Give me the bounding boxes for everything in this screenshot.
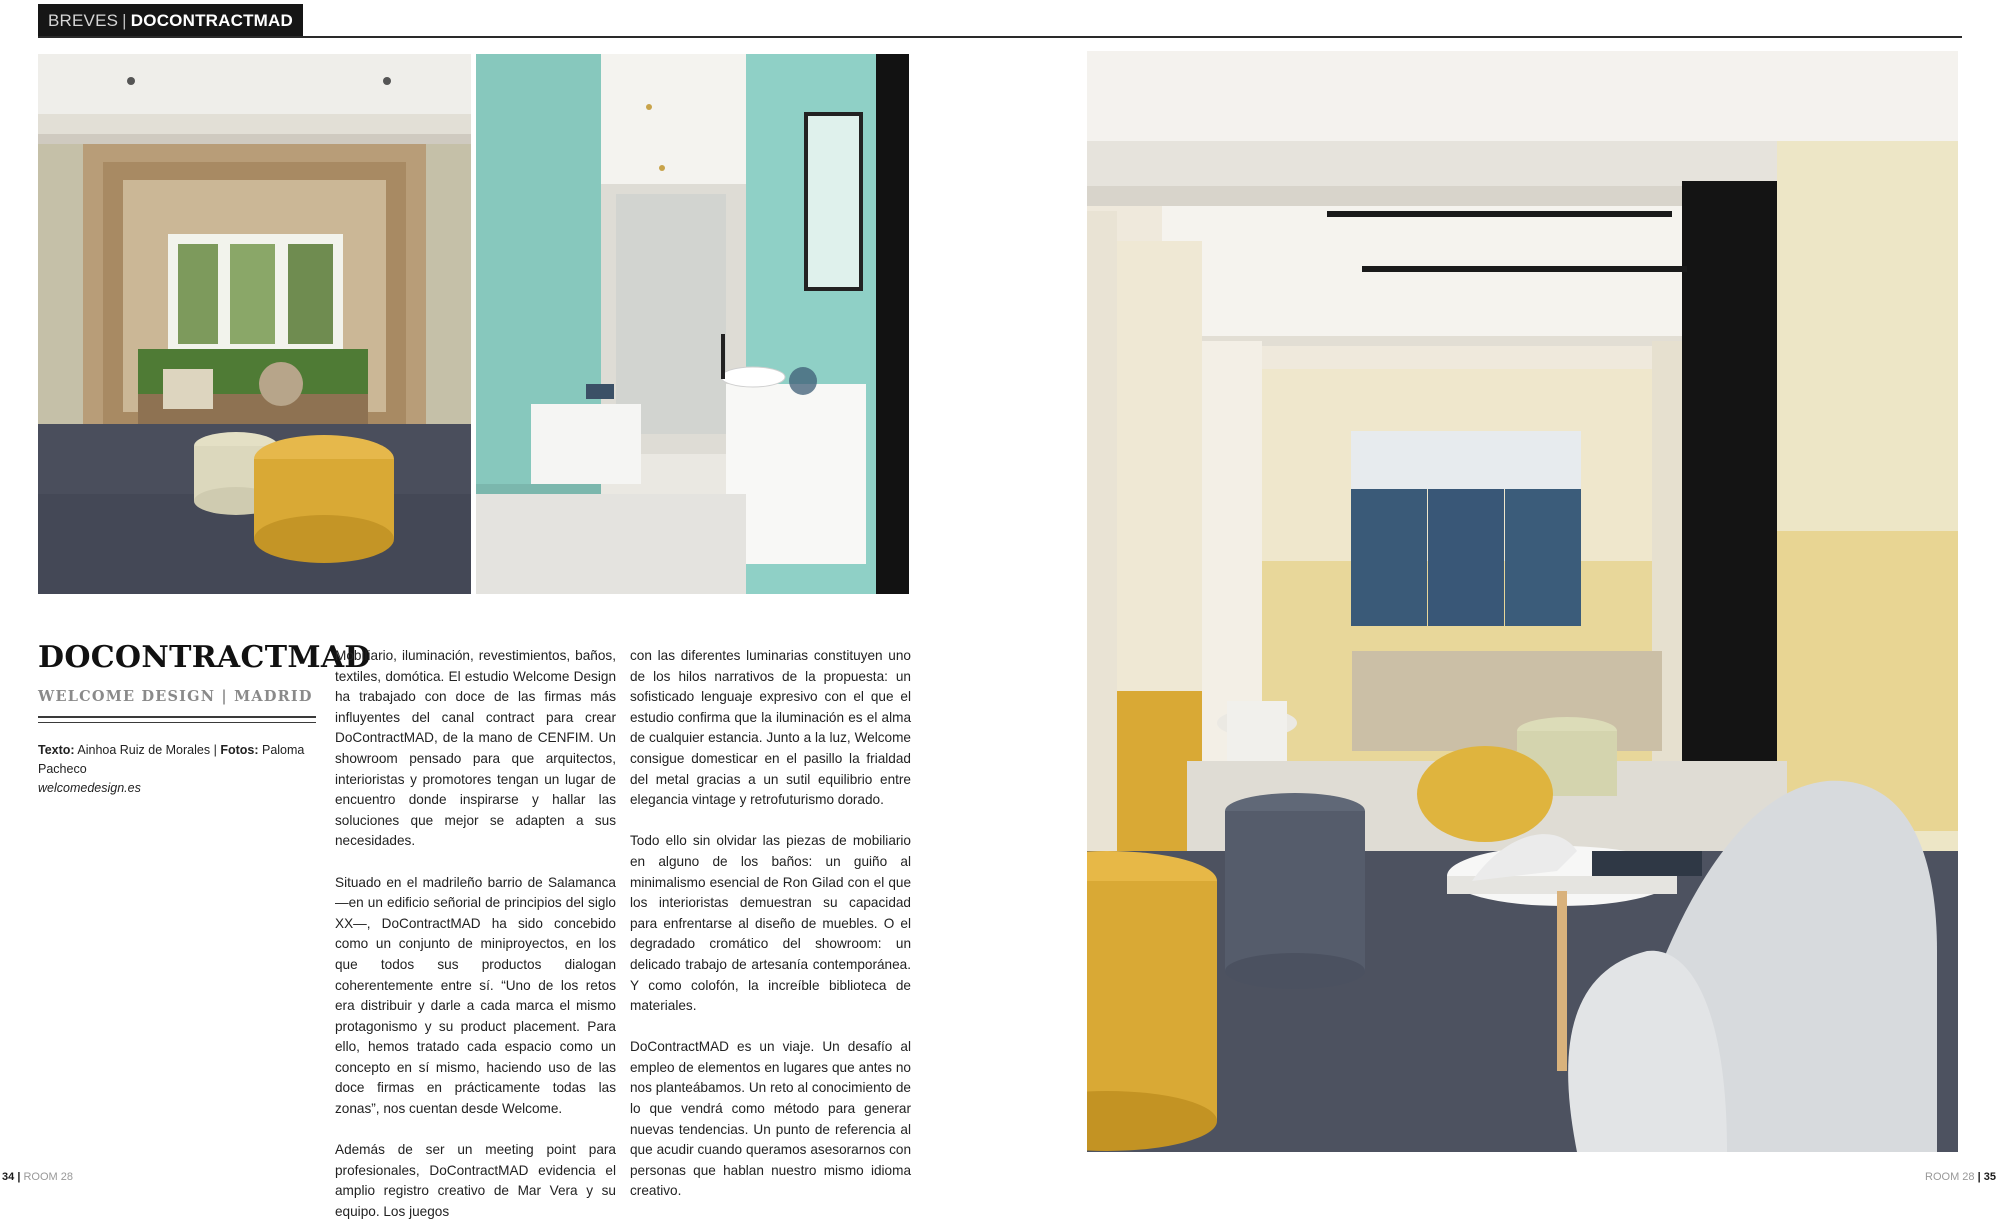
article-subhead: WELCOME DESIGN | MADRID	[38, 688, 313, 705]
section-tag	[38, 4, 303, 38]
photo-author: Paloma Pacheco	[38, 743, 305, 776]
page-number-right: 35	[1983, 1171, 1996, 1183]
section-label: BREVES	[48, 11, 119, 30]
credits-line	[38, 741, 328, 779]
folio-left	[2, 1171, 73, 1183]
photo-label: Fotos:	[220, 743, 259, 757]
lounge-photo	[38, 54, 471, 594]
folio-right	[1925, 1171, 1996, 1183]
column-2-paragraph: DoContractMAD es un viaje. Un desafío al empleo de elementos en lugares que antes no nos planteábamos. Un reto al conocimiento de lo que vendrá como método para generar nuevas tendencias. Un punto de referencia al que acudir cuando queramos asesorarnos con personas que hablan nuestro mismo idioma creativo.	[630, 1039, 911, 1199]
magazine-name-right: ROOM 28	[1925, 1171, 1975, 1183]
body-column-1	[335, 646, 616, 1223]
text-author: Ainhoa Ruiz de Morales	[77, 743, 211, 757]
body-column-2	[630, 646, 911, 1202]
magazine-name-left: ROOM 28	[23, 1171, 73, 1183]
column-1-paragraph: Situado en el madrileño barrio de Salamanca —en un edificio señorial de principios del siglo XX—, DoContractMAD ha sido concebido como un conjunto de miniproyectos, en los que todos sus productos dialogan coherentemente entre sí. “Uno de los retos era distribuir y darle a cada marca el mismo protagonismo y su product placement. Para ello, hemos tratado cada espacio como un concepto en sí mismo, haciendo uso de las doce firmas en prácticamente todas las zonas”, nos cuentan desde Welcome.	[335, 874, 616, 1117]
headline-rule	[38, 716, 316, 718]
text-label: Texto:	[38, 743, 75, 757]
headline-rule-thin	[38, 722, 316, 723]
bathroom-photo	[476, 54, 909, 594]
website-link[interactable]: welcomedesign.es	[38, 781, 141, 795]
article-headline: DOCONTRACTMAD	[38, 640, 371, 675]
column-2-paragraph: Todo ello sin olvidar las piezas de mobiliario en alguno de los baños: un guiño al minimalismo esencial de Ron Gilad con el que los interioristas demuestran su capacidad para enfrentarse al diseño de muebles. O el degradado cromático del showroom: un delicado trabajo de artesanía contemporánea. Y como colofón, la increíble biblioteca de materiales.	[630, 833, 911, 1014]
column-1-paragraph: Mobiliario, iluminación, revestimientos, baños, textiles, domótica. El estudio Welcome Design ha trabajado con doce de las firmas más influyentes del canal contract para crear DoContractMAD, de la mano de CENFIM. Un showroom pensado para que arquitectos, interioristas y promotores tengan un lugar de encuentro donde inspirarse y hallar las soluciones que mejor se adapten a sus necesidades.	[335, 648, 616, 849]
column-2-paragraph: con las diferentes luminarias constituyen uno de los hilos narrativos de la propuesta: un sofisticado lenguaje expresivo con el que el estudio confirma que la iluminación es el alma de cualquier estancia. Junto a la luz, Welcome consigue domesticar en el pasillo la frialdad del metal gracias a un sutil equilibrio entre elegancia vintage y retrofuturismo dorado.	[630, 648, 911, 808]
folio-separator-left: |	[17, 1171, 21, 1183]
column-1-paragraph: Además de ser un meeting point para profesionales, DoContractMAD evidencia el amplio registro creativo de Mar Vera y su equipo. Los juegos	[335, 1142, 616, 1220]
header-rule	[38, 36, 1962, 38]
page-number-left: 34	[2, 1171, 15, 1183]
showroom-photo	[1087, 51, 1958, 1152]
credits-divider: |	[213, 743, 217, 757]
article-credits	[38, 741, 328, 798]
section-separator: |	[122, 11, 127, 30]
folio-separator-right: |	[1977, 1171, 1981, 1183]
section-title: DOCONTRACTMAD	[130, 11, 293, 30]
